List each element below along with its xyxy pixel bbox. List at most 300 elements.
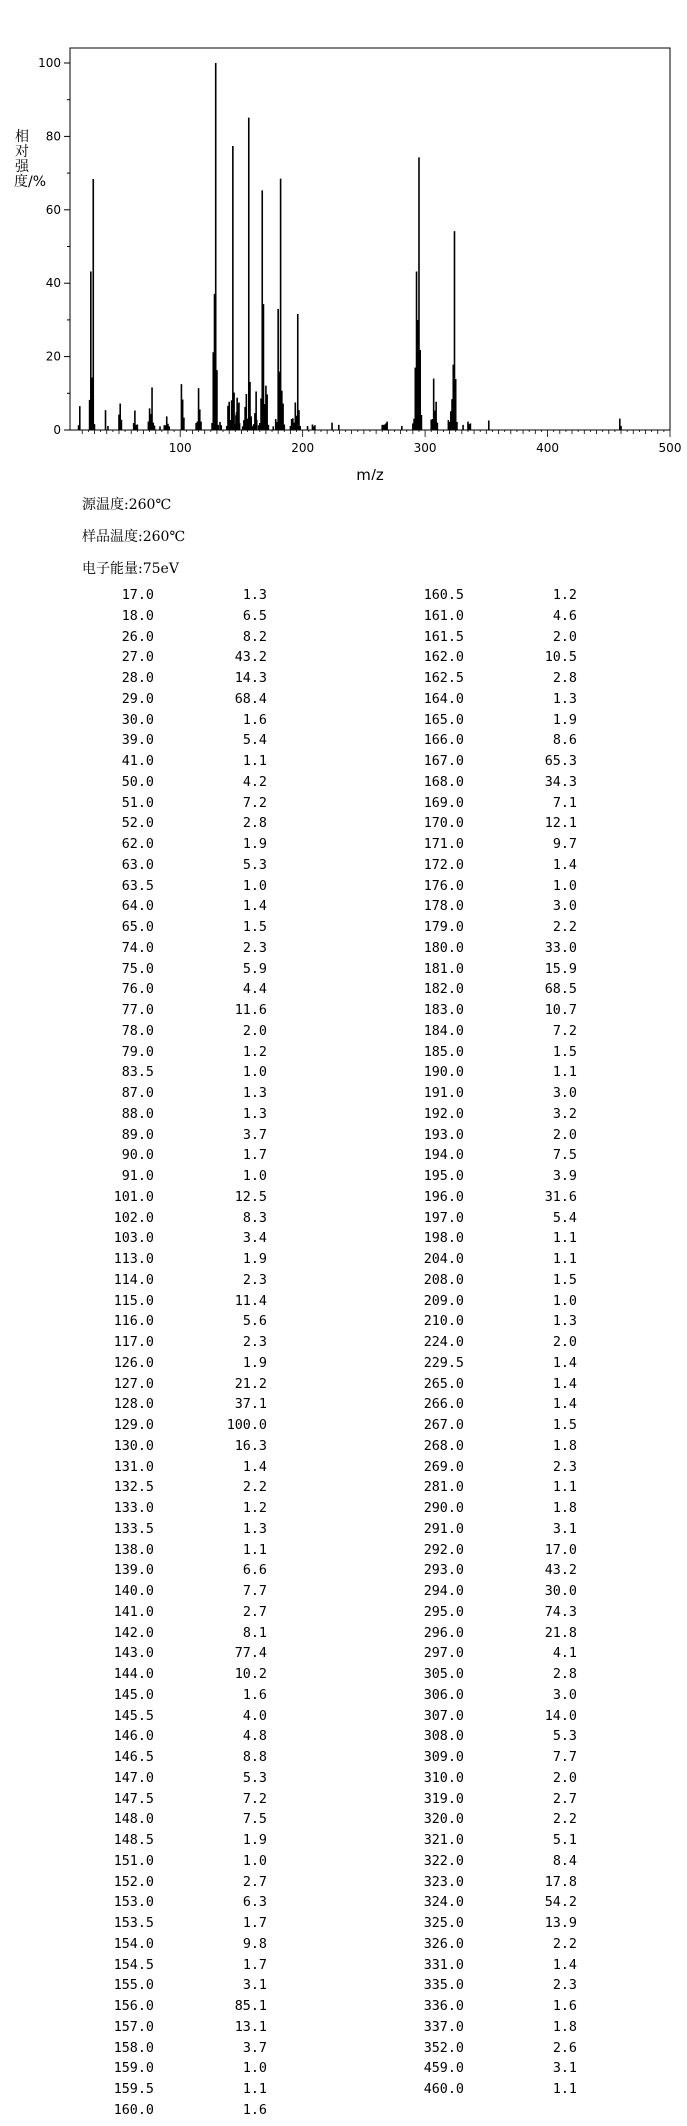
peak-row — [390, 1292, 577, 1313]
peak-abundance: 1.4 — [242, 899, 267, 915]
electron-energy: 电子能量:75eV — [82, 561, 179, 577]
peak-mz: 181.0 — [423, 961, 464, 977]
peak-row — [80, 731, 267, 752]
peak-mz: 159.5 — [113, 2082, 154, 2097]
peak-mz: 63.0 — [121, 857, 154, 873]
peak-abundance: 3.2 — [552, 1106, 577, 1122]
peak-abundance: 4.0 — [242, 1708, 267, 1724]
peak-mz: 307.0 — [423, 1708, 464, 1724]
peak-abundance: 3.9 — [552, 1169, 577, 1184]
peak-abundance: 1.6 — [552, 1999, 577, 2014]
peak-abundance: 3.0 — [552, 1086, 577, 1101]
peak-row — [390, 773, 577, 794]
peak-abundance: 1.4 — [552, 1397, 577, 1413]
peak-mz: 28.0 — [121, 671, 154, 686]
peak-abundance: 1.0 — [242, 2061, 267, 2077]
peak-abundance: 8.1 — [242, 1625, 267, 1641]
peak-row — [390, 1582, 577, 1603]
peak-row — [80, 1126, 267, 1147]
peak-mz: 191.0 — [423, 1086, 464, 1101]
peak-row — [390, 1084, 577, 1105]
peak-abundance: 43.2 — [544, 1563, 577, 1579]
peak-row — [80, 1873, 267, 1894]
peak-mz: 306.0 — [423, 1687, 464, 1703]
peak-row — [80, 1976, 267, 1997]
peak-row — [80, 1043, 267, 1064]
y-tick-label: 80 — [45, 129, 61, 144]
peak-row — [80, 877, 267, 898]
peak-abundance: 1.5 — [552, 1272, 577, 1288]
peak-abundance: 1.9 — [242, 1252, 267, 1267]
peak-row — [80, 1520, 267, 1541]
peak-abundance: 1.8 — [552, 1501, 577, 1516]
peak-mz: 63.5 — [121, 878, 154, 894]
peak-mz: 196.0 — [423, 1189, 464, 1205]
peak-row — [80, 1167, 267, 1188]
peak-abundance: 1.3 — [242, 1106, 267, 1122]
peak-abundance: 1.2 — [242, 1501, 267, 1516]
peak-row — [390, 1644, 577, 1665]
peak-abundance: 2.3 — [552, 1978, 577, 1994]
peak-row — [390, 1001, 577, 1022]
peak-abundance: 1.8 — [552, 1438, 577, 1454]
peak-abundance: 1.3 — [242, 1086, 267, 1101]
peak-abundance: 16.3 — [234, 1438, 267, 1454]
peak-abundance: 7.7 — [242, 1584, 267, 1599]
peak-row — [390, 669, 577, 690]
peak-row — [80, 669, 267, 690]
x-tick-label: 400 — [536, 441, 560, 455]
peak-row — [390, 2039, 577, 2060]
peak-row — [80, 2101, 267, 2122]
peak-mz: 30.0 — [121, 712, 154, 728]
peak-abundance: 8.3 — [242, 1210, 267, 1226]
peak-mz: 321.0 — [423, 1833, 464, 1848]
peak-abundance: 2.7 — [242, 1604, 267, 1620]
peak-row — [80, 1375, 267, 1396]
peak-row — [80, 2080, 267, 2101]
peak-mz: 296.0 — [423, 1625, 464, 1641]
peak-row — [390, 1541, 577, 1562]
peak-row — [390, 856, 577, 877]
peak-mz: 160.0 — [113, 2102, 154, 2118]
peak-row — [80, 1001, 267, 1022]
peak-row — [390, 1603, 577, 1624]
peak-row — [80, 1292, 267, 1313]
peak-abundance: 9.7 — [552, 837, 577, 852]
peak-mz: 151.0 — [113, 1853, 154, 1869]
peak-abundance: 3.1 — [552, 1521, 577, 1537]
peak-row — [80, 1582, 267, 1603]
peak-mz: 39.0 — [121, 733, 154, 749]
peak-mz: 308.0 — [423, 1729, 464, 1745]
peak-abundance: 77.4 — [234, 1646, 267, 1662]
peak-mz: 192.0 — [423, 1106, 464, 1122]
peak-abundance: 1.4 — [552, 1376, 577, 1392]
peak-mz: 210.0 — [423, 1314, 464, 1330]
peak-abundance: 21.2 — [234, 1376, 267, 1392]
peak-row — [390, 1209, 577, 1230]
peak-row — [80, 1229, 267, 1250]
peak-row — [390, 690, 577, 711]
peak-mz: 148.5 — [113, 1833, 154, 1848]
y-axis-ticks — [38, 56, 70, 437]
peak-row — [390, 1229, 577, 1250]
peak-row — [80, 1209, 267, 1230]
peak-mz: 459.0 — [423, 2061, 464, 2077]
peak-row — [390, 1126, 577, 1147]
peak-mz: 51.0 — [121, 795, 154, 811]
peak-abundance: 100.0 — [226, 1418, 267, 1433]
peak-row — [390, 1354, 577, 1375]
peak-abundance: 1.0 — [552, 1293, 577, 1309]
peak-row — [390, 1478, 577, 1499]
peak-row — [390, 711, 577, 732]
peak-row — [80, 1084, 267, 1105]
peak-row — [390, 877, 577, 898]
peak-row — [390, 939, 577, 960]
peak-abundance: 5.9 — [242, 961, 267, 977]
peak-abundance: 2.8 — [552, 1667, 577, 1682]
peak-row — [80, 1561, 267, 1582]
peak-row — [390, 1727, 577, 1748]
peak-abundance: 43.2 — [234, 650, 267, 666]
peak-mz: 325.0 — [423, 1916, 464, 1931]
peak-mz: 87.0 — [121, 1086, 154, 1101]
peak-row — [390, 1416, 577, 1437]
peak-mz: 127.0 — [113, 1376, 154, 1392]
peak-abundance: 21.8 — [544, 1625, 577, 1641]
peak-abundance: 1.0 — [242, 1853, 267, 1869]
peak-mz: 148.0 — [113, 1812, 154, 1828]
x-axis-ticks — [82, 430, 681, 455]
peak-mz: 224.0 — [423, 1335, 464, 1350]
peak-mz: 309.0 — [423, 1750, 464, 1765]
peak-abundance: 68.4 — [234, 691, 267, 707]
peak-mz: 156.0 — [113, 1999, 154, 2014]
peak-abundance: 1.3 — [552, 1314, 577, 1330]
peak-row — [80, 711, 267, 732]
peak-row — [390, 586, 577, 607]
peak-abundance: 8.4 — [552, 1853, 577, 1869]
peak-row — [80, 1935, 267, 1956]
peak-mz: 172.0 — [423, 857, 464, 873]
peak-mz: 326.0 — [423, 1936, 464, 1952]
peak-row — [80, 1271, 267, 1292]
peak-row — [80, 835, 267, 856]
peak-table-right — [390, 586, 577, 2101]
peak-row — [390, 918, 577, 939]
peak-abundance: 7.2 — [242, 1791, 267, 1807]
peak-row — [390, 1146, 577, 1167]
peak-mz: 167.0 — [423, 754, 464, 769]
peak-abundance: 3.4 — [242, 1231, 267, 1247]
peak-mz: 142.0 — [113, 1625, 154, 1641]
peak-abundance: 85.1 — [234, 1999, 267, 2014]
peak-abundance: 1.4 — [552, 857, 577, 873]
peak-abundance: 1.0 — [242, 1169, 267, 1184]
peak-row — [80, 773, 267, 794]
peak-row — [390, 1499, 577, 1520]
peak-abundance: 37.1 — [234, 1397, 267, 1413]
peak-row — [390, 1665, 577, 1686]
peak-mz: 337.0 — [423, 2019, 464, 2035]
peak-mz: 324.0 — [423, 1895, 464, 1911]
peak-abundance: 7.2 — [242, 795, 267, 811]
peak-row — [80, 1686, 267, 1707]
peak-abundance: 1.6 — [242, 2102, 267, 2118]
peak-abundance: 5.3 — [552, 1729, 577, 1745]
peak-row — [390, 980, 577, 1001]
peak-mz: 176.0 — [423, 878, 464, 894]
peak-row — [390, 1167, 577, 1188]
peak-row — [390, 2059, 577, 2080]
peak-row — [390, 835, 577, 856]
peak-row — [80, 1333, 267, 1354]
peak-abundance: 1.1 — [552, 2082, 577, 2097]
peak-abundance: 7.5 — [242, 1812, 267, 1828]
peak-abundance: 2.0 — [552, 1770, 577, 1786]
peak-abundance: 2.6 — [552, 2040, 577, 2056]
peak-mz: 41.0 — [121, 754, 154, 769]
peak-mz: 265.0 — [423, 1376, 464, 1392]
peak-mz: 165.0 — [423, 712, 464, 728]
peak-abundance: 4.6 — [552, 608, 577, 624]
peak-abundance: 65.3 — [544, 754, 577, 769]
peak-mz: 17.0 — [121, 588, 154, 603]
peak-row — [80, 897, 267, 918]
peak-row — [80, 1665, 267, 1686]
peak-abundance: 8.6 — [552, 733, 577, 749]
peak-abundance: 17.0 — [544, 1542, 577, 1558]
y-tick-label: 100 — [38, 56, 61, 70]
peak-abundance: 2.0 — [242, 1023, 267, 1039]
peak-row — [390, 1561, 577, 1582]
peak-mz: 295.0 — [423, 1604, 464, 1620]
peak-abundance: 1.1 — [552, 1480, 577, 1496]
peak-row — [80, 1644, 267, 1665]
peak-abundance: 1.1 — [552, 1252, 577, 1267]
peak-mz: 74.0 — [121, 940, 154, 956]
peak-abundance: 5.3 — [242, 1770, 267, 1786]
peak-mz: 101.0 — [113, 1189, 154, 1205]
peak-abundance: 2.0 — [552, 1335, 577, 1350]
peak-abundance: 30.0 — [544, 1584, 577, 1599]
peak-mz: 160.5 — [423, 588, 464, 603]
peak-abundance: 12.1 — [544, 816, 577, 832]
peak-mz: 147.0 — [113, 1770, 154, 1786]
peak-mz: 164.0 — [423, 691, 464, 707]
peak-mz: 320.0 — [423, 1812, 464, 1828]
peak-mz: 190.0 — [423, 1065, 464, 1081]
peak-mz: 141.0 — [113, 1604, 154, 1620]
peak-abundance: 1.1 — [242, 1542, 267, 1558]
peak-abundance: 4.4 — [242, 982, 267, 998]
peak-mz: 102.0 — [113, 1210, 154, 1226]
peak-mz: 161.5 — [423, 629, 464, 645]
peak-mz: 26.0 — [121, 629, 154, 645]
peak-abundance: 1.1 — [552, 1065, 577, 1081]
peak-mz: 179.0 — [423, 920, 464, 935]
peak-abundance: 3.7 — [242, 2040, 267, 2056]
peak-abundance: 1.3 — [242, 588, 267, 603]
peak-mz: 62.0 — [121, 837, 154, 852]
peak-mz: 154.0 — [113, 1936, 154, 1952]
peak-mz: 290.0 — [423, 1501, 464, 1516]
peak-row — [390, 752, 577, 773]
peak-mz: 146.0 — [113, 1729, 154, 1745]
peak-abundance: 1.5 — [552, 1044, 577, 1060]
peak-row — [390, 1624, 577, 1645]
peak-mz: 266.0 — [423, 1397, 464, 1413]
peak-abundance: 15.9 — [544, 961, 577, 977]
peak-abundance: 13.9 — [544, 1916, 577, 1931]
peak-row — [390, 731, 577, 752]
peak-abundance: 34.3 — [544, 774, 577, 790]
peak-mz: 144.0 — [113, 1667, 154, 1682]
peak-abundance: 8.8 — [242, 1750, 267, 1765]
peak-row — [80, 2059, 267, 2080]
peak-mz: 293.0 — [423, 1563, 464, 1579]
peak-row — [390, 1437, 577, 1458]
peak-abundance: 1.9 — [242, 837, 267, 852]
peak-mz: 159.0 — [113, 2061, 154, 2077]
peak-mz: 291.0 — [423, 1521, 464, 1537]
peak-mz: 194.0 — [423, 1148, 464, 1164]
peak-abundance: 2.3 — [552, 1459, 577, 1475]
peak-abundance: 1.9 — [242, 1355, 267, 1371]
x-axis-label: m/z — [356, 466, 384, 480]
peak-abundance: 5.6 — [242, 1314, 267, 1330]
peak-mz: 460.0 — [423, 2082, 464, 2097]
peak-row — [390, 607, 577, 628]
peak-mz: 78.0 — [121, 1023, 154, 1039]
peak-mz: 138.0 — [113, 1542, 154, 1558]
peak-mz: 166.0 — [423, 733, 464, 749]
peak-row — [80, 1437, 267, 1458]
peak-mz: 183.0 — [423, 1003, 464, 1018]
peak-row — [390, 1188, 577, 1209]
peak-row — [80, 1997, 267, 2018]
peak-table-left — [80, 586, 267, 2122]
peak-mz: 198.0 — [423, 1231, 464, 1247]
peak-row — [390, 1956, 577, 1977]
peak-abundance: 1.7 — [242, 1957, 267, 1973]
peak-mz: 50.0 — [121, 774, 154, 790]
y-tick-label: 60 — [45, 202, 61, 217]
peak-abundance: 7.2 — [552, 1023, 577, 1039]
peak-row — [390, 1769, 577, 1790]
peak-mz: 158.0 — [113, 2040, 154, 2056]
peak-abundance: 1.9 — [242, 1833, 267, 1848]
peak-mz: 114.0 — [113, 1272, 154, 1288]
peak-abundance: 4.8 — [242, 1729, 267, 1745]
peak-mz: 305.0 — [423, 1667, 464, 1682]
peak-mz: 157.0 — [113, 2019, 154, 2035]
peak-mz: 83.5 — [121, 1065, 154, 1081]
peak-row — [390, 1831, 577, 1852]
peak-row — [80, 2039, 267, 2060]
peak-row — [80, 1063, 267, 1084]
peak-abundance: 2.8 — [552, 671, 577, 686]
peak-abundance: 1.1 — [552, 1231, 577, 1247]
peak-abundance: 3.7 — [242, 1127, 267, 1143]
peak-row — [390, 1458, 577, 1479]
peak-abundance: 2.3 — [242, 1272, 267, 1288]
peak-row — [390, 1893, 577, 1914]
peak-row — [390, 1271, 577, 1292]
peak-abundance: 1.6 — [242, 1687, 267, 1703]
peak-row — [390, 648, 577, 669]
peak-mz: 145.0 — [113, 1687, 154, 1703]
peak-abundance: 13.1 — [234, 2019, 267, 2035]
peak-row — [80, 960, 267, 981]
peak-row — [390, 897, 577, 918]
peak-mz: 90.0 — [121, 1148, 154, 1164]
peak-row — [80, 1105, 267, 1126]
peak-row — [80, 1727, 267, 1748]
peak-mz: 281.0 — [423, 1480, 464, 1496]
x-tick-label: 300 — [413, 441, 437, 455]
peak-row — [80, 1541, 267, 1562]
peak-row — [390, 1312, 577, 1333]
peak-mz: 319.0 — [423, 1791, 464, 1807]
peak-abundance: 1.0 — [242, 878, 267, 894]
peak-mz: 129.0 — [113, 1418, 154, 1433]
peak-mz: 18.0 — [121, 608, 154, 624]
peak-mz: 89.0 — [121, 1127, 154, 1143]
peak-row — [390, 2080, 577, 2101]
peak-abundance: 6.5 — [242, 608, 267, 624]
peak-mz: 322.0 — [423, 1853, 464, 1869]
peak-abundance: 2.2 — [552, 920, 577, 935]
peak-abundance: 1.0 — [242, 1065, 267, 1081]
peak-abundance: 1.2 — [552, 588, 577, 603]
peak-abundance: 6.3 — [242, 1895, 267, 1911]
source-temperature: 源温度:260℃ — [82, 497, 172, 513]
peak-row — [390, 1873, 577, 1894]
peak-mz: 128.0 — [113, 1397, 154, 1413]
peak-abundance: 4.2 — [242, 774, 267, 790]
peak-mz: 143.0 — [113, 1646, 154, 1662]
peak-row — [80, 980, 267, 1001]
peak-mz: 147.5 — [113, 1791, 154, 1807]
peak-mz: 126.0 — [113, 1355, 154, 1371]
peak-mz: 131.0 — [113, 1459, 154, 1475]
peak-row — [80, 939, 267, 960]
peak-row — [80, 690, 267, 711]
peak-row — [390, 1976, 577, 1997]
peak-row — [80, 814, 267, 835]
peak-row — [390, 1997, 577, 2018]
peak-mz: 178.0 — [423, 899, 464, 915]
peak-row — [390, 628, 577, 649]
peak-mz: 64.0 — [121, 899, 154, 915]
peak-abundance: 1.7 — [242, 1148, 267, 1164]
peak-abundance: 7.1 — [552, 795, 577, 811]
peak-row — [390, 1250, 577, 1271]
peak-abundance: 1.6 — [242, 712, 267, 728]
peak-row — [80, 918, 267, 939]
peak-mz: 208.0 — [423, 1272, 464, 1288]
peak-mz: 130.0 — [113, 1438, 154, 1454]
peak-abundance: 68.5 — [544, 982, 577, 998]
peak-mz: 116.0 — [113, 1314, 154, 1330]
peak-abundance: 3.0 — [552, 1687, 577, 1703]
sample-temperature: 样品温度:260℃ — [82, 529, 186, 545]
peak-abundance: 1.4 — [242, 1459, 267, 1475]
peak-row — [80, 1354, 267, 1375]
